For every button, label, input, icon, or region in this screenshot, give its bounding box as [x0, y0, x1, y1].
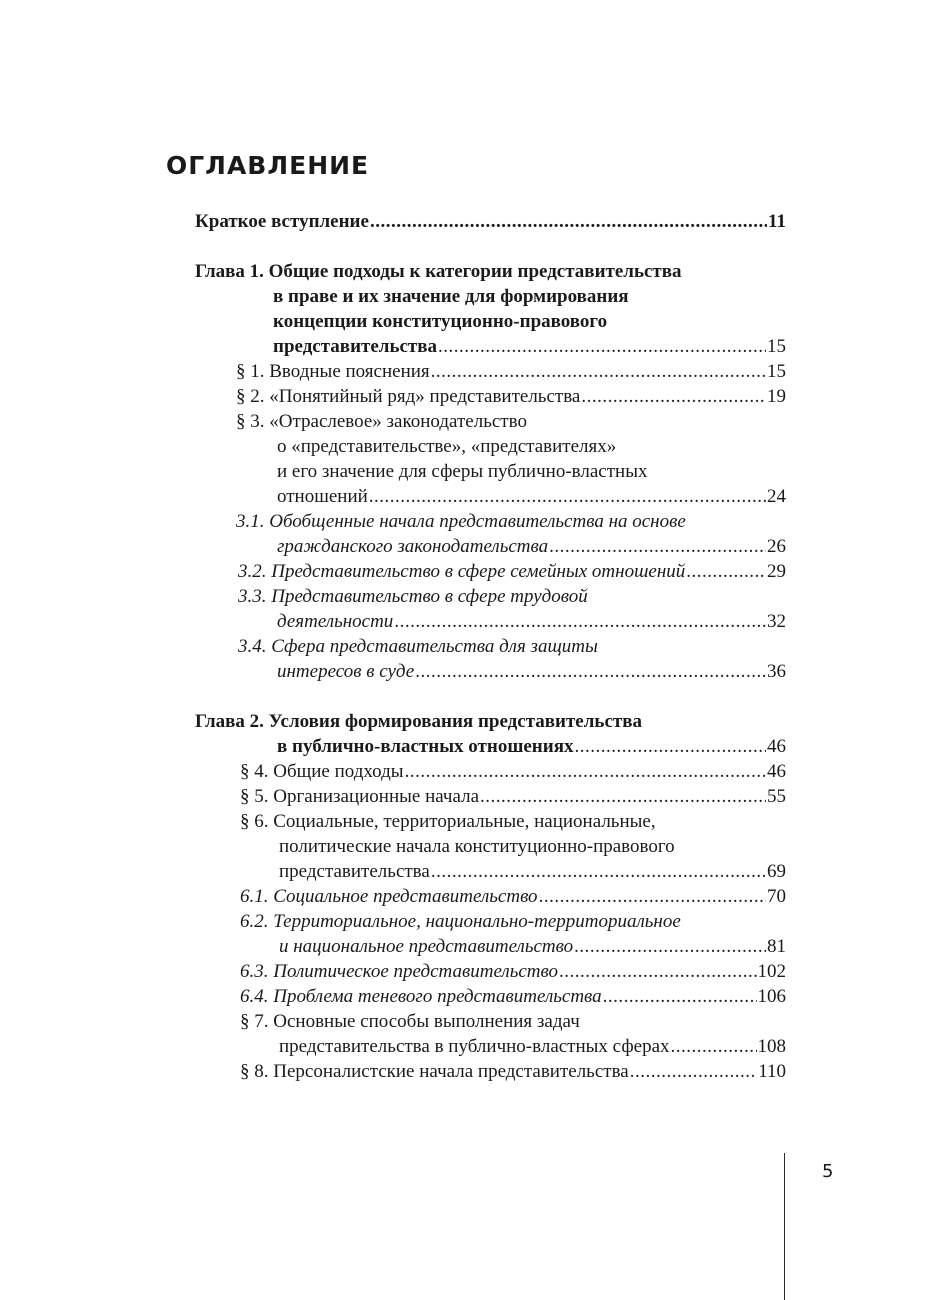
toc-page-number: 19 [767, 386, 786, 407]
toc-page-number: 32 [767, 611, 786, 632]
dot-leader [438, 334, 766, 359]
toc-entry-title: 6.1. Социальное представительство [240, 886, 538, 907]
toc-entry-section-5[interactable] [240, 784, 786, 809]
section-6-title-line: § 6. Социальные, территориальные, национальные, [240, 811, 656, 832]
toc-entry-title: отношений [277, 486, 368, 507]
toc-page-number: 26 [767, 536, 786, 557]
dot-leader [431, 359, 766, 384]
dot-leader [480, 784, 766, 809]
dot-leader [539, 884, 766, 909]
toc-entry-subsection-6-1[interactable] [240, 884, 786, 909]
toc-entry-section-3[interactable] [277, 484, 786, 509]
dot-leader [630, 1059, 757, 1084]
dot-leader [394, 609, 766, 634]
toc-page-number: 70 [767, 886, 786, 907]
toc-entry-subsection-6-4[interactable] [240, 984, 786, 1009]
toc-entry-title: § 8. Персоналистские начала представительства [240, 1061, 629, 1082]
dot-leader [686, 559, 766, 584]
toc-entry-section-4[interactable] [240, 759, 786, 784]
toc-entry-chapter-1[interactable] [273, 334, 786, 359]
section-3-title-line: § 3. «Отраслевое» законодательство [236, 411, 527, 432]
toc-entry-title: 6.3. Политическое представительство [240, 961, 558, 982]
toc-entry-title: 3.2. Представительство в сфере семейных отношений [238, 561, 686, 582]
toc-page-number: 29 [767, 561, 786, 582]
toc-entry-subsection-3-1[interactable] [277, 534, 786, 559]
toc-entry-subsection-3-2[interactable] [238, 559, 786, 584]
toc-page-number: 36 [767, 661, 786, 682]
toc-page-number: 106 [757, 986, 786, 1007]
dot-leader [431, 859, 766, 884]
page-margin-rule [784, 1153, 785, 1300]
subsection-6-2-title-line: 6.2. Территориальное, национально-территориальное [240, 911, 681, 932]
dot-leader [415, 659, 766, 684]
toc-entry-title: деятельности [277, 611, 394, 632]
toc-entry-title: представительства [273, 336, 438, 357]
toc-entry-title: § 1. Вводные пояснения [236, 361, 430, 382]
toc-page-number: 108 [757, 1036, 786, 1057]
toc-entry-chapter-2[interactable] [277, 734, 786, 759]
dot-leader [549, 534, 766, 559]
toc-page-number: 110 [758, 1061, 786, 1082]
dot-leader [370, 209, 767, 234]
dot-leader [559, 959, 757, 984]
subsection-3-3-title-line: 3.3. Представительство в сфере трудовой [238, 586, 588, 607]
section-7-title-line: § 7. Основные способы выполнения задач [240, 1011, 580, 1032]
section-3-title-line: о «представительстве», «представителях» [277, 436, 617, 457]
toc-page-number: 15 [767, 336, 786, 357]
dot-leader [603, 984, 757, 1009]
toc-entry-title: представительства [279, 861, 430, 882]
section-3-title-line: и его значение для сферы публично-властных [277, 461, 648, 482]
toc-page-number: 69 [767, 861, 786, 882]
toc-entry-title: интересов в суде [277, 661, 415, 682]
toc-entry-title: § 5. Организационные начала [240, 786, 480, 807]
toc-entry-title: в публично-властных отношениях [277, 736, 574, 757]
page-number: 5 [822, 1161, 834, 1182]
toc-entry-subsection-3-4[interactable] [277, 659, 786, 684]
toc-page-number: 81 [767, 936, 786, 957]
toc-entry-subsection-3-3[interactable] [277, 609, 786, 634]
toc-page-number: 102 [757, 961, 786, 982]
toc-entry-intro[interactable] [195, 209, 786, 234]
toc-entry-section-1[interactable] [236, 359, 786, 384]
toc-page-number: 46 [767, 761, 786, 782]
toc-page-number: 11 [768, 211, 786, 232]
toc-entry-section-6[interactable] [279, 859, 786, 884]
chapter-1-title-line: Глава 1. Общие подходы к категории представительства [195, 261, 682, 282]
toc-entry-subsection-6-2[interactable] [279, 934, 786, 959]
dot-leader [405, 759, 766, 784]
toc-entry-title: Краткое вступление [195, 211, 369, 232]
toc-entry-title: § 2. «Понятийный ряд» представительства [236, 386, 581, 407]
toc-entry-section-8[interactable] [240, 1059, 786, 1084]
toc-entry-title: 6.4. Проблема теневого представительства [240, 986, 602, 1007]
dot-leader [671, 1034, 757, 1059]
toc-entry-title: гражданского законодательства [277, 536, 549, 557]
chapter-1-title-line: в праве и их значение для формирования [273, 286, 629, 307]
dot-leader [574, 934, 766, 959]
toc-page-number: 55 [767, 786, 786, 807]
dot-leader [581, 384, 766, 409]
toc-entry-title: и национальное представительство [279, 936, 574, 957]
dot-leader [574, 734, 766, 759]
toc-entry-title: представительства в публично-властных сферах [279, 1036, 670, 1057]
toc-page-number: 46 [767, 736, 786, 757]
toc-heading: ОГЛАВЛЕНИЕ [166, 151, 370, 180]
toc-entry-title: § 4. Общие подходы [240, 761, 404, 782]
section-6-title-line: политические начала конституционно-правового [279, 836, 675, 857]
toc-entry-section-7[interactable] [279, 1034, 786, 1059]
toc-entry-subsection-6-3[interactable] [240, 959, 786, 984]
toc-page-number: 15 [767, 361, 786, 382]
chapter-2-title-line: Глава 2. Условия формирования представительства [195, 711, 642, 732]
subsection-3-4-title-line: 3.4. Сфера представительства для защиты [238, 636, 598, 657]
toc-page-number: 24 [767, 486, 786, 507]
toc-entry-section-2[interactable] [236, 384, 786, 409]
subsection-3-1-title-line: 3.1. Обобщенные начала представительства на основе [236, 511, 686, 532]
dot-leader [369, 484, 766, 509]
chapter-1-title-line: концепции конституционно-правового [273, 311, 608, 332]
